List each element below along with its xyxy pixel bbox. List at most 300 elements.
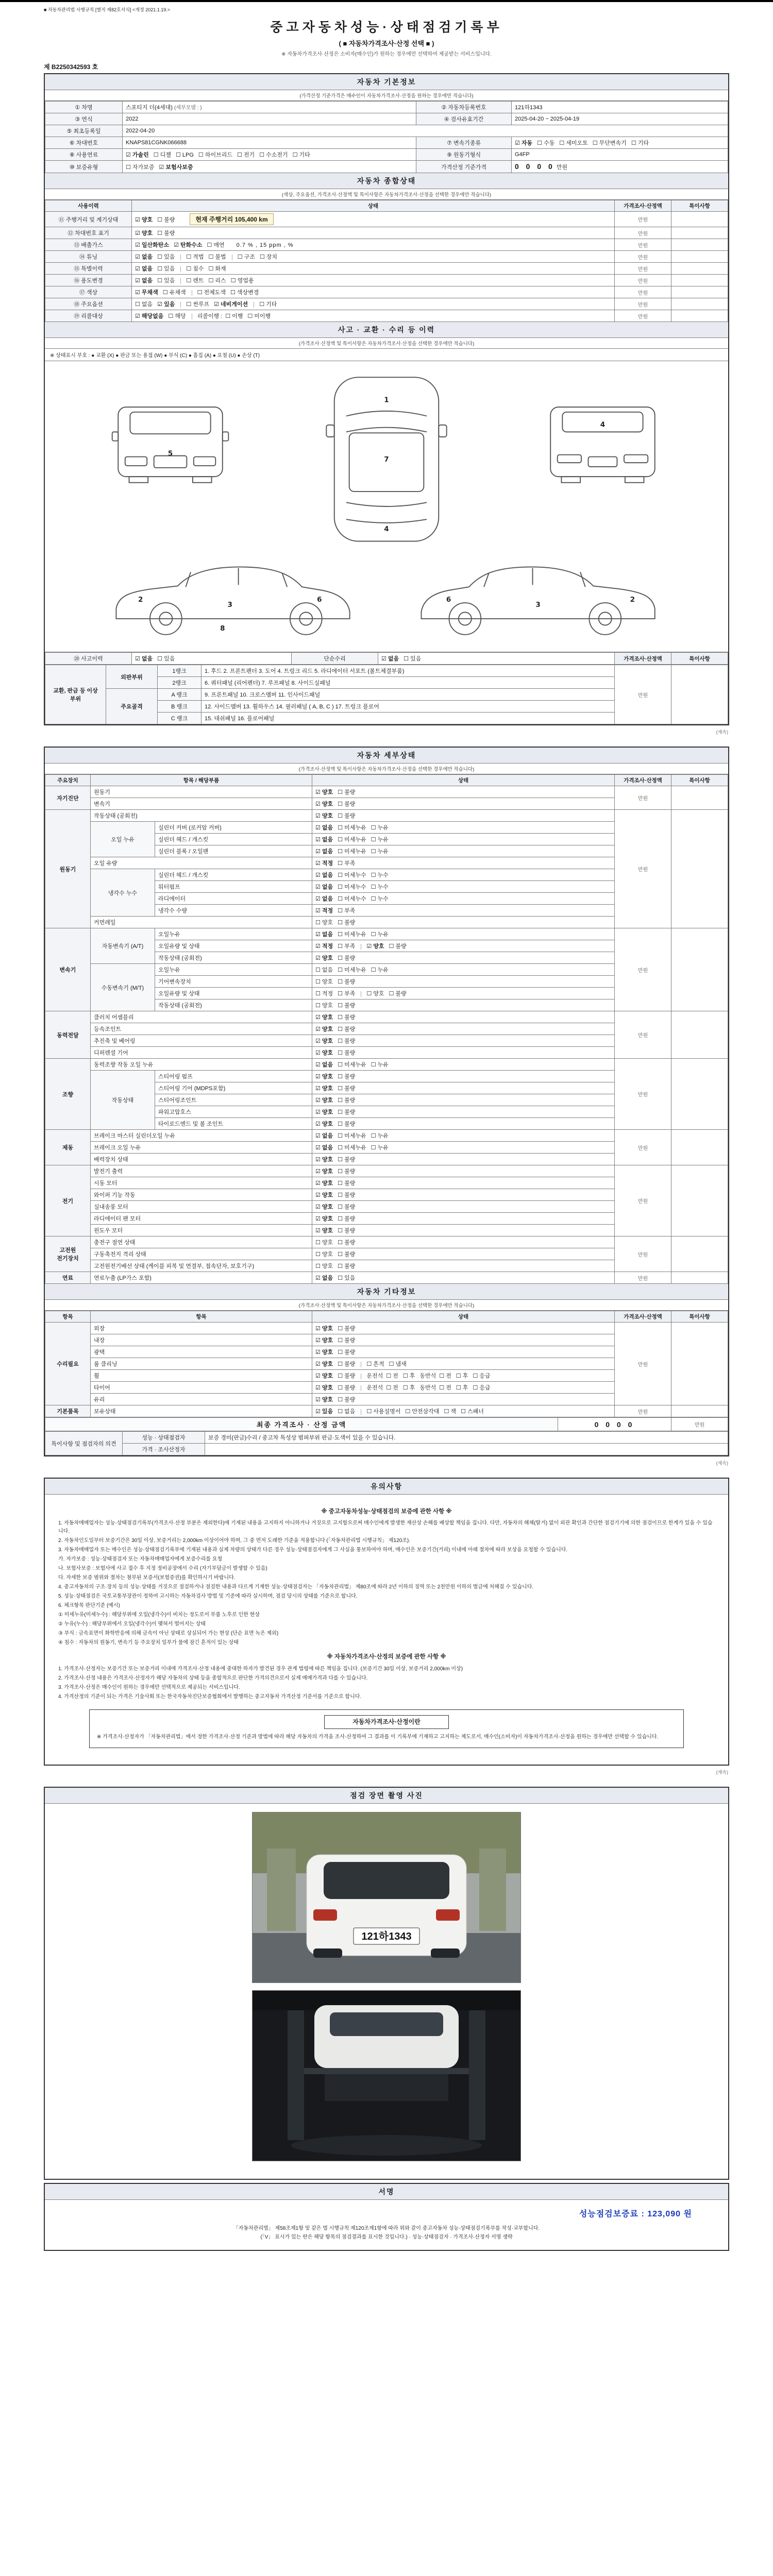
table-header-row [45,200,728,212]
checkbox-checked[interactable]: ☑ 양호 [315,1168,333,1175]
checkbox-checked[interactable]: ☑ 무채색 [135,290,158,296]
checkbox-unchecked[interactable]: ☐ 불량 [338,920,356,926]
checkbox-unchecked[interactable]: ☐ 썬루프 [186,301,210,308]
final-price-unit: 만원 [671,1418,728,1431]
inspection-photo-underside [252,1990,521,2161]
price-cell: 만원 [615,1165,671,1236]
usage-history-header: 사용이력 [45,200,132,212]
price-base-value [512,161,728,173]
price-appraisal-definition-title: 자동차가격조사·산정이란 [324,1715,449,1729]
checkbox-unchecked[interactable]: ☐ 미세누유 [338,825,366,831]
item-label: 시동 모터 [91,1177,312,1189]
checkbox-unchecked[interactable]: ☐ 불량 [338,1192,356,1198]
checkbox-checked[interactable]: ☑ 가솔린 [126,152,149,158]
checkbox-checked[interactable]: ☑ 양호 [315,1121,333,1127]
continued-marker: (계속) [716,1461,728,1466]
price-cell: 만원 [615,1272,671,1284]
item-label: 오일유량 및 상태 [155,988,312,999]
status-cell [132,286,615,298]
note-header: 특이사항 [671,1311,728,1323]
checkbox-unchecked[interactable]: ☐ 적법 [186,254,204,260]
note-cell [671,286,728,298]
car-wheel-right [431,1948,460,1958]
status-cell [312,1011,615,1023]
checkbox-unchecked[interactable]: ☐ 불량 [338,1251,356,1258]
car-name: 스포티지 더(4세대) [126,105,173,111]
checkbox-unchecked[interactable]: ☐ 양호 [315,920,333,926]
checkbox-unchecked[interactable]: ☐ 불량 [338,1385,356,1391]
checkbox-unchecked[interactable]: ☐ 없음 [135,301,153,308]
opinion-label: 특이사항 및 점검자의 의견 [45,1432,123,1455]
checkbox-unchecked[interactable]: ☐ 불량 [389,991,407,997]
checkbox-checked[interactable]: ☑ 해당없음 [135,313,164,319]
checkbox-unchecked[interactable]: ☐ 불량 [338,1204,356,1210]
checkbox-checked[interactable]: ☑ 없음 [315,931,333,938]
subgroup-label: 수동변속기 (M/T) [91,964,155,1011]
checkbox-unchecked[interactable]: ☐ 미세누유 [338,837,366,843]
checkbox-checked[interactable]: ☑ 적정 [315,908,333,914]
checkbox-unchecked[interactable]: ☐ 양호 [315,1263,333,1269]
item-label: 오일누유 [155,964,312,976]
device-label: 자기진단 [45,786,91,810]
checkbox-unchecked[interactable]: ☐ 양호 [315,979,333,985]
checkbox-checked[interactable]: ☑ 양호 [315,1038,333,1044]
status-cell [132,251,615,263]
checkbox-unchecked[interactable]: ☐ 불량 [338,801,356,807]
checkbox-unchecked[interactable]: ☐ 불량 [338,1086,356,1092]
checkbox-unchecked[interactable]: ☐ 불량 [338,813,356,819]
inspection-period-label: ④ 검사유효기간 [416,113,512,125]
item-label: 외장 [91,1323,312,1334]
item-label: 배력장치 상태 [91,1154,312,1165]
checkbox-unchecked[interactable]: ☐ 화재 [208,266,226,272]
checkbox-checked[interactable]: ☑ 양호 [315,1109,333,1115]
checkbox-unchecked[interactable]: ☐ 기타 [292,152,310,158]
checkbox-checked[interactable]: ☑ 양호 [315,1361,333,1367]
price-cell: 만원 [615,263,671,275]
checkbox-unchecked[interactable]: ☐ 흔적 [366,1361,384,1367]
registration-number-value: 121하1343 [512,101,728,113]
device-label: 제동 [45,1130,91,1165]
item-label: 워터펌프 [155,881,312,893]
checkbox-checked[interactable]: ☑ 적정 [315,860,333,867]
checkbox-unchecked[interactable]: ☐ 있음 [157,266,175,272]
notices-box [44,1478,729,1766]
checkbox-checked[interactable]: ☑ 없음 [315,1145,333,1151]
checkbox-checked[interactable]: ☑ 양호 [366,943,384,950]
note-cell [671,263,728,275]
checkbox-checked[interactable]: ☑ 양호 [315,813,333,819]
car-underbody [325,2074,448,2101]
checkbox-unchecked[interactable]: ☐ LPG [175,152,194,158]
checkbox-checked[interactable]: ☑ 양호 [135,230,153,236]
checkbox-unchecked[interactable]: ☐ 불법 [208,254,226,260]
price-cell: 만원 [615,239,671,251]
checkbox-checked[interactable]: ☑ 일산화탄소 [135,242,170,248]
signature-statement-line2: (「V」 표시가 있는 란은 해당 항목의 점검결과를 표시한 것입니다.) · 성능·상태점검자 · 가격조사·산정자 서명 생략 [260,2234,513,2240]
checkbox-unchecked[interactable]: ☐ 미세누수 [338,896,366,902]
table-row [45,149,728,161]
item-label: 연료누출 (LP가스 포함) [91,1272,312,1284]
notice-line: 가. 자가보증 : 성능·상태점검자 또는 자동차매매업자에게 보증수리를 요청 [58,1556,223,1563]
price-base-digits: 0 0 0 0 [515,162,555,171]
checkbox-unchecked[interactable]: ☐ 불량 [338,1038,356,1044]
checkbox-unchecked[interactable]: ☐ 전 [386,1373,398,1379]
checkbox-checked[interactable]: ☑ 양호 [315,1373,333,1379]
item-label: 실린더 블록 / 오일팬 [155,845,312,857]
etc-item-header: 항목 [45,1311,91,1323]
checkbox-unchecked[interactable]: ☐ 미세누유 [338,931,366,938]
accident-history-table [45,652,728,665]
section-title-notices: 유의사항 [45,1479,728,1495]
item-label: 기어변속장치 [155,976,312,988]
checkbox-checked[interactable]: ☑ 없음 [135,656,153,662]
item-label: 타이로드엔드 및 볼 조인트 [155,1118,312,1130]
checkbox-unchecked[interactable]: ☐ 누수 [371,896,389,902]
checkbox-checked[interactable]: ☑ 양호 [315,789,333,795]
diagram-panel-number: 6 [446,596,451,604]
checkbox-unchecked[interactable]: ☐ 불량 [338,1326,356,1332]
status-cell [312,822,615,834]
checkbox-unchecked[interactable]: ☐ 후 [456,1385,468,1391]
signature-box [44,2183,729,2251]
table-row [45,161,728,173]
checkbox-unchecked[interactable]: ☐ 불량 [338,1050,356,1056]
note-cell [671,1236,728,1272]
note-cell [671,1011,728,1059]
checkbox-unchecked[interactable]: ☐ 미세누유 [338,1133,366,1139]
checkbox-unchecked[interactable]: ☐ 냄새 [389,1361,407,1367]
detail-form-box [44,747,729,1456]
fuel-options [123,149,416,161]
checkbox-unchecked[interactable]: ☐ 불량 [338,1397,356,1403]
item-label: 룸 클리닝 [91,1358,312,1370]
status-cell [312,1059,615,1071]
checkbox-checked[interactable]: ☑ 있음 [315,1409,333,1415]
car-front-view [112,407,229,483]
section-note-accident: (가격조사·산정액 및 특이사항은 자동차가격조사·산정을 선택한 경우에만 적습니다) [45,338,728,349]
status-cell [132,275,615,286]
main-form-box [44,73,729,725]
checkbox-unchecked[interactable]: ☐ 불량 [338,1074,356,1080]
checkbox-unchecked[interactable]: ☐ 불량 [338,1003,356,1009]
checkbox-checked[interactable]: ☑ 양호 [315,1014,333,1021]
checkbox-checked[interactable]: ☑ 양호 [315,1050,333,1056]
checkbox-unchecked[interactable]: ☐ 불량 [157,217,175,223]
checkbox-checked[interactable]: ☑ 양호 [315,1337,333,1344]
checkbox-checked[interactable]: ☑ 없음 [315,1275,333,1281]
checkbox-unchecked[interactable]: ☐ 불량 [338,1361,356,1367]
checkbox-unchecked[interactable]: ☐ 불량 [338,1240,356,1246]
table-row [45,137,728,149]
notice-line: ③ 부식 : 금속표면이 화학반응에 의해 금속이 아닌 상태로 상실되어 가는 현상 (단순 표면 녹은 제외) [58,1631,279,1637]
device-label: 수리필요 [45,1323,91,1405]
checkbox-checked[interactable]: ☑ 양호 [315,1086,333,1092]
checkbox-unchecked[interactable]: ☐ 응급 [473,1373,491,1379]
checkbox-unchecked[interactable]: ☐ 양호 [366,991,384,997]
status-cell [312,999,615,1011]
checkbox-unchecked[interactable]: ☐ 이행 [225,313,243,319]
checkbox-unchecked[interactable]: ☐ 누유 [371,967,389,973]
basic-info-table [45,101,728,173]
checkbox-unchecked[interactable]: ☐ 적정 [315,991,333,997]
checkbox-unchecked[interactable]: ☐ 양호 [315,1251,333,1258]
registration-number-label: ② 자동차등록번호 [416,101,512,113]
checkbox-unchecked[interactable]: ☐ 누유 [371,849,389,855]
checkbox-unchecked[interactable]: ☐ 구조 [237,254,255,260]
checkbox-unchecked[interactable]: ☐ 영업용 [230,278,254,284]
checkbox-unchecked[interactable]: ☐ 부족 [338,991,356,997]
checkbox-unchecked[interactable]: ☐ 디젤 [153,152,171,158]
checkbox-checked[interactable]: ☑ 보험사보증 [159,164,193,171]
checkbox-unchecked[interactable]: ☐ 하이브리드 [198,152,232,158]
note-cell [671,665,728,724]
checkbox-unchecked[interactable]: ☐ 미세누유 [338,1145,366,1151]
item-label: 냉각수 수량 [155,905,312,917]
checkbox-unchecked[interactable]: ☐ 부족 [338,860,356,867]
checkbox-unchecked[interactable]: ☐ 해당 [168,313,186,319]
checkbox-unchecked[interactable]: ☐ 불량 [338,979,356,985]
checkbox-unchecked[interactable]: ☐ 불량 [338,1168,356,1175]
checkbox-unchecked[interactable]: ☐ 전기 [237,152,255,158]
checkbox-unchecked[interactable]: ☐ 미세누유 [338,1062,366,1068]
checkbox-unchecked[interactable]: ☐ 불량 [338,1097,356,1104]
checkbox-unchecked[interactable]: ☐ 불량 [338,1349,356,1355]
notice-line: 6. 체크항목 판단기준 (예시) [58,1603,120,1609]
checkbox-unchecked[interactable]: ☐ 미세누유 [338,967,366,973]
checkbox-checked[interactable]: ☑ 양호 [315,1074,333,1080]
status-cell [312,1405,615,1417]
checkbox-unchecked[interactable]: ☐ 없음 [338,1409,356,1415]
checkbox-unchecked[interactable]: ☐ 불량 [338,1228,356,1234]
checkbox-checked[interactable]: ☑ 없음 [135,254,153,260]
section-title-overall: 자동차 종합상태 [45,173,728,189]
checkbox-unchecked[interactable]: ☐ 누유 [371,1062,389,1068]
car-taillight-left [313,1909,337,1921]
checkbox-checked[interactable]: ☑ 적정 [315,943,333,950]
price-cell: 만원 [615,1323,671,1405]
checkbox-checked[interactable]: ☑ 없음 [315,872,333,878]
checkbox-unchecked[interactable]: ☐ 리스 [208,278,226,284]
checkbox-unchecked[interactable]: ☐ 후 [402,1373,415,1379]
checkbox-unchecked[interactable]: ☐ 후 [402,1385,415,1391]
model-year-value: 2022 [123,113,416,125]
checkbox-unchecked[interactable]: ☐ 불량 [338,1337,356,1344]
checkbox-unchecked[interactable]: ☐ 전체도색 [197,290,226,296]
checkbox-unchecked[interactable]: ☐ 전 [439,1373,451,1379]
checkbox-checked[interactable]: ☑ 있음 [157,301,175,308]
simple-repair-options [378,653,615,665]
option-group-label: 운전석 [366,1373,383,1379]
checkbox-unchecked[interactable]: ☐ 불량 [157,230,175,236]
checkbox-unchecked[interactable]: ☐ 자가보증 [126,164,155,171]
checkbox-checked[interactable]: ☑ 양호 [315,1097,333,1104]
checkbox-checked[interactable]: ☑ 자동 [515,140,533,146]
checkbox-unchecked[interactable]: ☐ 양호 [315,1240,333,1246]
checkbox-unchecked[interactable]: ☐ 기타 [259,301,277,308]
detail-condition-table [45,774,728,1284]
checkbox-unchecked[interactable]: ☐ 렌트 [186,278,204,284]
diagram-panel-number: 2 [138,596,143,604]
checkbox-checked[interactable]: ☑ 양호 [135,217,153,223]
table-row [45,653,728,665]
checkbox-unchecked[interactable]: ☐ 없음 [315,967,333,973]
checkbox-unchecked[interactable]: ☐ 불량 [338,1373,356,1379]
subgroup-label: 냉각수 누수 [91,869,155,917]
option-group-label: 리콜이행 : [197,313,223,319]
checkbox-unchecked[interactable]: ☐ 불량 [338,1026,356,1032]
checkbox-unchecked[interactable]: ☐ 불량 [338,1216,356,1222]
checkbox-unchecked[interactable]: ☐ 있음 [157,254,175,260]
checkbox-checked[interactable]: ☑ 양호 [315,955,333,961]
checkbox-unchecked[interactable]: ☐ 침수 [186,266,204,272]
transmission-options [512,137,728,149]
checkbox-unchecked[interactable]: ☐ 수소전기 [259,152,288,158]
car-wheel-left [313,1948,342,1958]
checkbox-checked[interactable]: ☑ 없음 [315,896,333,902]
checkbox-unchecked[interactable]: ☐ 미세누수 [338,884,366,890]
price-cell: 만원 [615,1059,671,1130]
device-item-row [45,1165,728,1177]
checkbox-unchecked[interactable]: ☐ 누유 [371,1145,389,1151]
checkbox-unchecked[interactable]: ☐ 응급 [473,1385,491,1391]
option-separator [180,302,181,308]
item-label: 타이어 [91,1382,312,1394]
checkbox-unchecked[interactable]: ☐ 불량 [338,1157,356,1163]
checkbox-unchecked[interactable]: ☐ 부족 [338,943,356,950]
item-label: 작동상태 (공회전) [155,999,312,1011]
checkbox-unchecked[interactable]: ☐ 불량 [338,789,356,795]
checkbox-unchecked[interactable]: ☐ 있음 [157,656,175,662]
checkbox-unchecked[interactable]: ☐ 장치 [259,254,278,260]
checkbox-unchecked[interactable]: ☐ 잭 [444,1409,457,1415]
checkbox-checked[interactable]: ☑ 양호 [315,1216,333,1222]
checkbox-checked[interactable]: ☑ 없음 [135,278,153,284]
price-header: 가격조사·산정액 [615,775,671,786]
photos-box [44,1787,729,2180]
checkbox-unchecked[interactable]: ☐ 안전삼각대 [405,1409,440,1415]
checkbox-unchecked[interactable]: ☐ 누유 [371,931,389,938]
status-cell [312,1370,615,1382]
checkbox-unchecked[interactable]: ☐ 누유 [371,1133,389,1139]
status-header: 상태 [312,775,615,786]
note-cell [671,310,728,322]
checkbox-unchecked[interactable]: ☐ 있음 [404,656,422,662]
checkbox-checked[interactable]: ☑ 없음 [315,1133,333,1139]
checkbox-unchecked[interactable]: ☐ 불량 [389,943,407,950]
notices-list-price [58,1665,715,1701]
status-cell [312,786,615,798]
status-cell [132,227,615,239]
accident-history-options [132,653,292,665]
checkbox-unchecked[interactable]: ☐ 누수 [371,872,389,878]
checkbox-unchecked[interactable]: ☐ 색상변경 [230,290,259,296]
checkbox-unchecked[interactable]: ☐ 누수 [371,884,389,890]
status-cell [312,810,615,822]
note-cell [671,810,728,928]
checkbox-unchecked[interactable]: ☐ 수동 [537,140,555,146]
checkbox-unchecked[interactable]: ☐ 누유 [371,825,389,831]
checkbox-unchecked[interactable]: ☐ 양호 [315,1003,333,1009]
checkbox-checked[interactable]: ☑ 없음 [315,825,333,831]
checkbox-unchecked[interactable]: ☐ 미이행 [247,313,271,319]
checkbox-checked[interactable]: ☑ 양호 [315,1192,333,1198]
checkbox-checked[interactable]: ☑ 양호 [315,801,333,807]
checkbox-unchecked[interactable]: ☐ 누유 [371,837,389,843]
checkbox-checked[interactable]: ☑ 없음 [315,849,333,855]
item-header: 항목 / 해당부품 [91,775,312,786]
checkbox-checked[interactable]: ☑ 양호 [315,1157,333,1163]
checkbox-checked[interactable]: ☑ 탄화수소 [174,242,203,248]
checkbox-unchecked[interactable]: ☐ 사용설명서 [366,1409,401,1415]
rank-label: C 랭크 [158,713,201,724]
checkbox-checked[interactable]: ☑ 양호 [315,1349,333,1355]
continued-marker: (계속) [716,1769,728,1775]
checkbox-unchecked[interactable]: ☐ 미세누수 [338,872,366,878]
notices-subtitle-performance: ※ 중고자동차성능·상태점검의 보증에 관한 사항 ※ [321,1509,452,1515]
checkbox-unchecked[interactable]: ☐ 스패너 [461,1409,484,1415]
checkbox-checked[interactable]: ☑ 양호 [315,1026,333,1032]
note-cell [671,275,728,286]
checkbox-checked[interactable]: ☑ 없음 [381,656,399,662]
checkbox-unchecked[interactable]: ☐ 불량 [338,955,356,961]
checkbox-checked[interactable]: ☑ 양호 [315,1204,333,1210]
status-cell [312,1272,615,1284]
status-cell [312,1118,615,1130]
checkbox-unchecked[interactable]: ☐ 후 [456,1373,468,1379]
checkbox-unchecked[interactable]: ☐ 불량 [338,1121,356,1127]
section-note-overall: (색상, 주요옵션, 가격조사·산정액 및 특이사항은 자동차가격조사·산정을 선택한 경우에만 적습니다) [45,189,728,200]
checkbox-checked[interactable]: ☑ 없음 [135,266,153,272]
checkbox-unchecked[interactable]: ☐ 불량 [338,1180,356,1187]
checkbox-unchecked[interactable]: ☐ 무단변속기 [592,140,627,146]
note-cell [671,1323,728,1405]
checkbox-unchecked[interactable]: ☐ 불량 [338,1109,356,1115]
item-label: 유리 [91,1394,312,1405]
checkbox-checked[interactable]: ☑ 양호 [315,1326,333,1332]
checkbox-unchecked[interactable]: ☐ 있음 [157,278,175,284]
checkbox-unchecked[interactable]: ☐ 기타 [631,140,649,146]
checkbox-unchecked[interactable]: ☐ 불량 [338,1263,356,1269]
usage-history-row [45,251,728,263]
checkbox-unchecked[interactable]: ☐ 세미오토 [559,140,588,146]
price-cell: 만원 [615,212,671,227]
checkbox-checked[interactable]: ☑ 없음 [315,884,333,890]
note-cell [671,1405,728,1417]
checkbox-checked[interactable]: ☑ 양호 [315,1228,333,1234]
checkbox-unchecked[interactable]: ☐ 전 [439,1385,451,1391]
checkbox-checked[interactable]: ☑ 양호 [315,1385,333,1391]
checkbox-checked[interactable]: ☑ 네비게이션 [214,301,248,308]
checkbox-unchecked[interactable]: ☐ 불량 [338,1014,356,1021]
checkbox-unchecked[interactable]: ☐ 있음 [338,1275,356,1281]
checkbox-checked[interactable]: ☑ 없음 [315,837,333,843]
usage-history-row [45,263,728,275]
price-cell: 만원 [615,1236,671,1272]
checkbox-unchecked[interactable]: ☐ 전 [386,1385,398,1391]
price-appraiser-label: 가격 · 조사산정자 [123,1444,205,1455]
checkbox-unchecked[interactable]: ☐ 유채색 [162,290,186,296]
checkbox-unchecked[interactable]: ☐ 매연 [207,242,225,248]
note-cell [671,1059,728,1130]
checkbox-unchecked[interactable]: ☐ 부족 [338,908,356,914]
checkbox-checked[interactable]: ☑ 양호 [315,1397,333,1403]
checkbox-checked[interactable]: ☑ 없음 [315,1062,333,1068]
checkbox-unchecked[interactable]: ☐ 미세누유 [338,849,366,855]
checkbox-checked[interactable]: ☑ 양호 [315,1180,333,1187]
status-cell [312,1165,615,1177]
diagram-panel-number: 4 [600,420,606,429]
